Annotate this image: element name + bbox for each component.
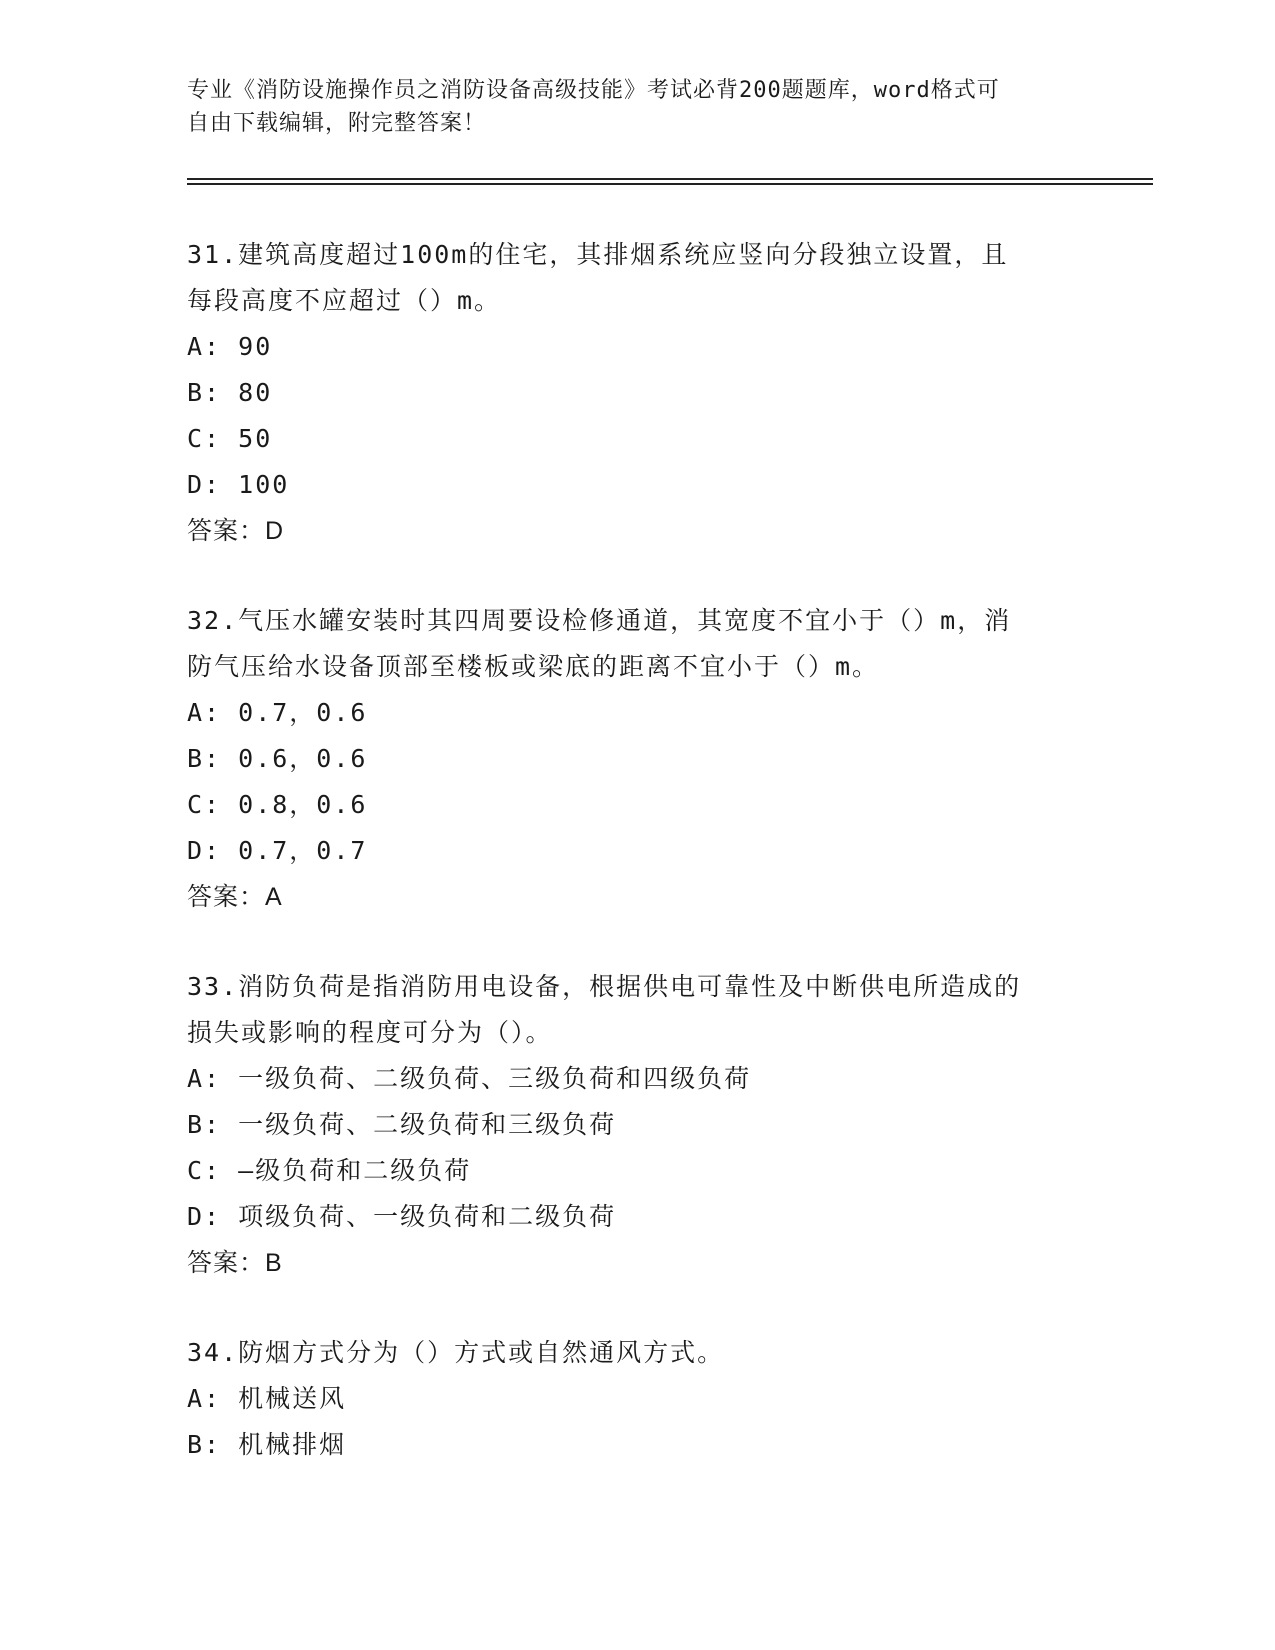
header-divider bbox=[187, 178, 1153, 185]
option-b: B: 80 bbox=[187, 378, 273, 407]
answer: 答案：A bbox=[187, 883, 283, 911]
option-b: B: 机械排烟 bbox=[187, 1430, 347, 1459]
option-a: A: 0.7，0.6 bbox=[187, 698, 368, 727]
option-a: A: 机械送风 bbox=[187, 1384, 347, 1413]
answer: 答案：B bbox=[187, 1249, 283, 1277]
option-d: D: 100 bbox=[187, 470, 290, 499]
question-stem: 34.防烟方式分为（）方式或自然通风方式。 bbox=[187, 1338, 725, 1367]
answer: 答案：D bbox=[187, 517, 285, 545]
option-b: B: 0.6，0.6 bbox=[187, 744, 368, 773]
question-33 bbox=[187, 964, 1087, 1286]
document-header bbox=[187, 74, 1067, 140]
question-34 bbox=[187, 1330, 1087, 1468]
option-c: C: —级负荷和二级负荷 bbox=[187, 1156, 472, 1185]
question-stem: 33.消防负荷是指消防用电设备，根据供电可靠性及中断供电所造成的 损失或影响的程度可分为（）。 bbox=[187, 972, 1022, 1047]
option-c: C: 0.8，0.6 bbox=[187, 790, 368, 819]
header-line-1: 专业《消防设施操作员之消防设备高级技能》考试必背200题题库，word格式可 bbox=[187, 78, 1000, 103]
question-32 bbox=[187, 598, 1087, 920]
option-a: A: 一级负荷、二级负荷、三级负荷和四级负荷 bbox=[187, 1064, 752, 1093]
question-stem: 32.气压水罐安装时其四周要设检修通道，其宽度不宜小于（）m，消 防气压给水设备顶部至楼板或梁底的距离不宜小于（）m。 bbox=[187, 606, 1012, 681]
question-stem: 31.建筑高度超过100m的住宅，其排烟系统应竖向分段独立设置，且 每段高度不应超过（）m。 bbox=[187, 240, 1009, 315]
option-c: C: 50 bbox=[187, 424, 273, 453]
option-a: A: 90 bbox=[187, 332, 273, 361]
question-31 bbox=[187, 232, 1087, 554]
question-list bbox=[187, 232, 1087, 1512]
option-d: D: 0.7，0.7 bbox=[187, 836, 368, 865]
option-b: B: 一级负荷、二级负荷和三级负荷 bbox=[187, 1110, 617, 1139]
header-line-2: 自由下载编辑，附完整答案！ bbox=[187, 111, 487, 136]
option-d: D: 项级负荷、一级负荷和二级负荷 bbox=[187, 1202, 617, 1231]
